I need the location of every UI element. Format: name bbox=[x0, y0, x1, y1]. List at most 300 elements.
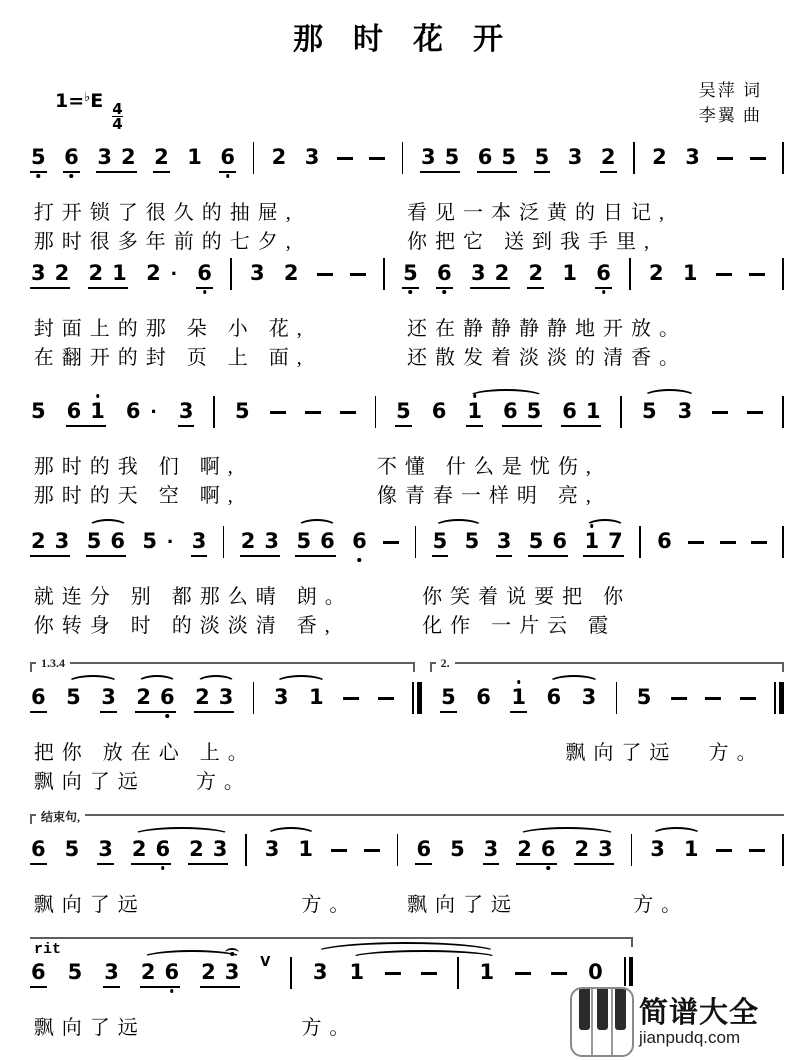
note-group bbox=[636, 686, 653, 711]
duration-dash bbox=[364, 849, 380, 852]
note: 2 bbox=[140, 960, 156, 984]
note: 3 bbox=[31, 261, 46, 285]
note: 6 bbox=[64, 146, 79, 169]
note-group bbox=[64, 838, 81, 863]
note: 1 bbox=[585, 399, 601, 423]
lyrics-row bbox=[30, 765, 784, 792]
dot-after: · bbox=[150, 399, 158, 424]
note: 3 bbox=[264, 529, 280, 553]
lyrics-segment: 那时的我 们 啊, bbox=[33, 456, 241, 478]
slur-arc bbox=[518, 827, 616, 843]
note: 3 bbox=[483, 837, 499, 861]
note: 3 bbox=[581, 685, 597, 709]
note: 6 bbox=[31, 685, 46, 709]
note: 7 bbox=[608, 529, 623, 553]
octave-dot-low bbox=[443, 290, 447, 294]
site-name: 简谱大全 bbox=[639, 996, 760, 1029]
note: 6 bbox=[477, 145, 493, 169]
note: 6 bbox=[596, 262, 611, 285]
watermark bbox=[570, 986, 794, 1058]
duration-dash bbox=[749, 273, 765, 276]
slur-arc bbox=[643, 389, 696, 405]
slur-arc bbox=[88, 519, 128, 535]
dot-after: · bbox=[170, 261, 179, 286]
duration-dash bbox=[720, 541, 736, 544]
note-group bbox=[567, 146, 584, 171]
duration-dash bbox=[716, 273, 732, 276]
note-group bbox=[656, 530, 673, 555]
note: 3 bbox=[249, 261, 265, 285]
music-line bbox=[30, 262, 784, 368]
note: 2 bbox=[240, 529, 256, 553]
note: 5 bbox=[67, 960, 83, 984]
note-group bbox=[30, 262, 70, 289]
barline bbox=[415, 526, 417, 558]
note: 5 bbox=[234, 399, 250, 423]
lyrics-row bbox=[30, 736, 784, 763]
note: 2 bbox=[154, 145, 169, 169]
lyrics-segment: 在翻开的封 页 上 面, bbox=[33, 347, 310, 369]
dot-after: · bbox=[167, 529, 175, 554]
lyrics-segment: 飘向了远 bbox=[33, 1017, 146, 1039]
octave-dot-low bbox=[203, 290, 207, 294]
note: 5 bbox=[66, 685, 81, 709]
lyrics-row bbox=[30, 225, 784, 252]
note-group bbox=[30, 686, 47, 713]
note: 6 bbox=[66, 399, 82, 423]
duration-dash bbox=[712, 411, 728, 414]
volta-bracket bbox=[30, 656, 415, 674]
barline bbox=[782, 258, 784, 290]
note-group bbox=[191, 530, 208, 557]
note: 3 bbox=[470, 261, 486, 285]
note: 2 bbox=[201, 960, 216, 984]
note: 2 bbox=[54, 261, 70, 285]
note: 5 bbox=[86, 529, 102, 553]
note: 3 bbox=[218, 685, 234, 709]
note: 2 bbox=[271, 145, 287, 169]
note-group bbox=[483, 838, 500, 865]
note: 6 bbox=[220, 146, 235, 169]
barline-thick bbox=[629, 957, 634, 989]
note: 6 bbox=[431, 399, 447, 423]
slur-arc bbox=[468, 389, 544, 405]
duration-dash bbox=[688, 541, 704, 544]
note-group bbox=[470, 262, 510, 289]
duration-dash bbox=[747, 411, 763, 414]
note-group bbox=[249, 262, 266, 287]
note-group bbox=[186, 146, 203, 171]
barline bbox=[290, 957, 292, 989]
music-line bbox=[30, 530, 784, 636]
notes-row bbox=[30, 838, 784, 882]
barline bbox=[402, 142, 404, 174]
lyrics-row bbox=[30, 312, 784, 339]
note: 6 bbox=[197, 262, 212, 285]
note-group bbox=[271, 146, 288, 171]
white-key-divider bbox=[611, 989, 613, 1055]
note: 3 bbox=[677, 399, 693, 423]
lyrics-segment: 飘向了远 bbox=[565, 742, 678, 764]
note-group bbox=[219, 146, 236, 173]
duration-dash bbox=[515, 972, 531, 975]
watermark-text bbox=[639, 998, 759, 1047]
note-group bbox=[178, 400, 195, 427]
notes-row bbox=[30, 686, 784, 730]
note: 1 bbox=[309, 685, 324, 709]
note-group bbox=[96, 146, 136, 173]
note: 5 bbox=[64, 837, 80, 861]
octave-dot-low bbox=[602, 290, 606, 294]
note: 6 bbox=[155, 838, 170, 861]
lyrics-segment: 你转身 时 的淡淡清 香, bbox=[33, 615, 338, 637]
note: 2 bbox=[136, 685, 151, 709]
music-line bbox=[30, 400, 784, 506]
note: 3 bbox=[598, 837, 613, 861]
site-url: jianpudq.com bbox=[639, 1027, 741, 1047]
octave-dot-low bbox=[170, 989, 174, 993]
duration-dash bbox=[340, 411, 356, 414]
lyrics-segment: 那时很多年前的七夕, bbox=[33, 231, 299, 253]
barline bbox=[633, 142, 635, 174]
note-group bbox=[30, 838, 47, 865]
rit-marking: rit bbox=[34, 941, 62, 958]
duration-dash bbox=[331, 849, 347, 852]
duration-dash bbox=[383, 541, 399, 544]
note: 5 bbox=[396, 399, 411, 423]
note-group bbox=[595, 262, 612, 289]
note: 5 bbox=[142, 529, 157, 553]
duration-dash bbox=[270, 411, 286, 414]
note-group bbox=[283, 262, 300, 287]
note-group bbox=[141, 530, 175, 555]
note: 6 bbox=[546, 685, 562, 709]
slur-arc bbox=[350, 950, 498, 966]
note-group bbox=[395, 400, 412, 427]
note-group bbox=[420, 146, 460, 173]
lyrics-segment: 还在静静静静地开放。 bbox=[407, 318, 687, 340]
note-group bbox=[30, 530, 70, 557]
note: 5 bbox=[501, 145, 517, 169]
barline bbox=[639, 526, 641, 558]
note: 3 bbox=[97, 145, 112, 169]
note: 6 bbox=[502, 399, 518, 423]
lyrics-row bbox=[30, 888, 784, 915]
note-group bbox=[475, 686, 492, 711]
duration-dash bbox=[671, 697, 687, 700]
barline-thin bbox=[412, 682, 414, 714]
notes-row bbox=[30, 955, 633, 1005]
final-barline bbox=[412, 682, 422, 714]
note: 3 bbox=[104, 960, 119, 984]
white-key-divider bbox=[591, 989, 593, 1055]
volta-label: 结束句, bbox=[36, 808, 85, 825]
duration-dash bbox=[385, 972, 401, 975]
octave-dot-high bbox=[96, 394, 100, 398]
octave-dot-low bbox=[161, 866, 165, 870]
volta-bracket bbox=[30, 810, 784, 826]
note: 1 bbox=[467, 400, 482, 423]
final-barline bbox=[774, 682, 784, 714]
note: 5 bbox=[444, 145, 460, 169]
volta-label: 2. bbox=[436, 656, 455, 671]
note-group bbox=[527, 262, 544, 289]
note-group bbox=[466, 400, 483, 427]
note: 5 bbox=[526, 399, 542, 423]
note: 1 bbox=[584, 530, 599, 553]
note-group bbox=[479, 961, 496, 986]
note: 2 bbox=[528, 261, 544, 285]
note: 6 bbox=[476, 685, 491, 709]
time-signature bbox=[112, 100, 123, 133]
lyrics-segment: 像青春一样明 亮, bbox=[376, 485, 599, 507]
note: 6 bbox=[125, 399, 141, 423]
note: 3 bbox=[191, 529, 207, 553]
note: 2 bbox=[195, 685, 210, 709]
note: 3 bbox=[212, 837, 228, 861]
note: 1 bbox=[511, 686, 526, 709]
note: 1 bbox=[682, 261, 698, 285]
note: 5 bbox=[403, 262, 418, 285]
lyrics-row bbox=[30, 479, 784, 506]
note-group bbox=[415, 838, 432, 865]
note: 3 bbox=[225, 961, 240, 984]
music-line bbox=[30, 810, 784, 915]
lyrics-segment: 你笑着说要把 你 bbox=[422, 586, 632, 608]
lyrics-segment: 那时的天 空 啊, bbox=[33, 485, 241, 507]
note: 3 bbox=[567, 145, 583, 169]
note: 5 bbox=[534, 145, 550, 169]
lyrics-segment: 飘向了远 bbox=[33, 894, 146, 916]
lyricist-credit: 吴萍 词 bbox=[698, 81, 762, 100]
black-key bbox=[615, 989, 626, 1030]
note-group bbox=[432, 530, 449, 557]
barline bbox=[383, 258, 385, 290]
note-group bbox=[436, 262, 453, 289]
barline-thick bbox=[417, 682, 422, 714]
note: 6 bbox=[552, 529, 568, 553]
composer-credit: 李翼 曲 bbox=[698, 106, 762, 125]
duration-dash bbox=[740, 697, 756, 700]
lyrics-row bbox=[30, 609, 784, 636]
duration-dash bbox=[716, 849, 732, 852]
note: 3 bbox=[650, 837, 665, 861]
octave-dot-high bbox=[517, 680, 521, 684]
note: 5 bbox=[31, 146, 46, 169]
slur-arc bbox=[651, 827, 702, 843]
note-group bbox=[528, 530, 568, 557]
notes-row bbox=[30, 530, 784, 574]
note-group bbox=[561, 400, 601, 427]
note: 6 bbox=[31, 837, 46, 861]
note-group bbox=[510, 686, 527, 713]
note: 2 bbox=[131, 837, 147, 861]
note: 6 bbox=[541, 838, 556, 861]
note: 6 bbox=[416, 837, 432, 861]
barline bbox=[631, 834, 633, 866]
duration-dash bbox=[343, 697, 359, 700]
duration-dash bbox=[717, 157, 733, 160]
note-group bbox=[145, 262, 179, 287]
black-key bbox=[579, 989, 590, 1030]
note: 1 bbox=[479, 960, 495, 984]
note: 3 bbox=[421, 145, 436, 169]
notes-row bbox=[30, 146, 784, 190]
note: 3 bbox=[264, 837, 280, 861]
final-barline bbox=[624, 957, 634, 989]
duration-dash bbox=[751, 541, 767, 544]
slur-arc bbox=[585, 519, 625, 535]
lyrics-row bbox=[30, 450, 784, 477]
key-signature bbox=[55, 90, 123, 131]
note-group bbox=[97, 838, 114, 865]
note-group bbox=[153, 146, 170, 173]
lyrics-segment: 还散发着淡淡的清香。 bbox=[407, 347, 687, 369]
note-group bbox=[534, 146, 551, 173]
black-key bbox=[597, 989, 608, 1030]
note: 3 bbox=[98, 837, 113, 861]
lyrics-segment: 方。 bbox=[195, 771, 252, 793]
lyrics-segment: 你把它 送到我手里, bbox=[407, 231, 657, 253]
note: 6 bbox=[657, 529, 672, 553]
note: 2 bbox=[648, 261, 664, 285]
barline bbox=[620, 396, 622, 428]
song-title: 那时花开 bbox=[293, 23, 533, 56]
meter-top: 4 bbox=[112, 100, 123, 118]
volta-label: 1.3.4 bbox=[36, 656, 70, 671]
duration-dash bbox=[378, 697, 394, 700]
duration-dash bbox=[551, 972, 567, 975]
note: 6 bbox=[164, 961, 179, 984]
note: 1 bbox=[90, 400, 105, 423]
barline bbox=[253, 682, 255, 714]
note: 2 bbox=[494, 261, 510, 285]
note: 5 bbox=[31, 399, 46, 423]
note: 5 bbox=[450, 837, 465, 861]
duration-dash bbox=[305, 411, 321, 414]
note-group bbox=[402, 262, 419, 289]
barline bbox=[782, 142, 784, 174]
note: 2 bbox=[600, 145, 616, 169]
barline bbox=[375, 396, 377, 428]
note-group bbox=[587, 961, 604, 986]
barline bbox=[245, 834, 247, 866]
bracket-row bbox=[30, 658, 784, 674]
note-group bbox=[651, 146, 668, 171]
octave-dot-low bbox=[226, 174, 230, 178]
note-group bbox=[477, 146, 517, 173]
slur-arc bbox=[67, 675, 119, 691]
barline bbox=[223, 526, 225, 558]
lyrics-segment: 飘向了远 bbox=[407, 894, 519, 916]
note: 6 bbox=[562, 399, 577, 423]
barline bbox=[782, 396, 784, 428]
note-group bbox=[240, 530, 280, 557]
barline bbox=[253, 142, 255, 174]
note: 2 bbox=[146, 261, 161, 285]
music-line bbox=[30, 658, 784, 792]
note-group bbox=[30, 146, 47, 173]
barline bbox=[782, 526, 784, 558]
note: 1 bbox=[187, 145, 202, 169]
octave-dot-low bbox=[70, 174, 74, 178]
note-group bbox=[103, 961, 120, 988]
breath-mark: V bbox=[260, 955, 271, 970]
slur-arc bbox=[434, 519, 483, 535]
duration-dash bbox=[317, 273, 333, 276]
piano-keys-icon bbox=[570, 987, 634, 1057]
note: 5 bbox=[296, 529, 312, 553]
note: 5 bbox=[441, 685, 456, 709]
note-group bbox=[304, 146, 321, 171]
notes-row bbox=[30, 262, 784, 306]
note: 3 bbox=[178, 399, 194, 423]
barline bbox=[616, 682, 618, 714]
note: 2 bbox=[88, 261, 104, 285]
note: 3 bbox=[273, 685, 289, 709]
note: 2 bbox=[652, 145, 667, 169]
note: 5 bbox=[641, 399, 657, 423]
duration-dash bbox=[750, 157, 766, 160]
note: 3 bbox=[685, 145, 700, 169]
lyrics-segment: 方。 bbox=[708, 742, 765, 764]
slur-arc bbox=[266, 827, 316, 843]
note: 5 bbox=[432, 529, 448, 553]
lyrics-segment: 就连分 别 都那么晴 朗。 bbox=[33, 586, 353, 608]
slur-arc bbox=[297, 519, 337, 535]
slur-arc bbox=[548, 675, 600, 691]
note: 2 bbox=[120, 145, 136, 169]
barline bbox=[782, 834, 784, 866]
lyrics-segment: 方。 bbox=[301, 894, 358, 916]
meter-bottom: 4 bbox=[112, 115, 123, 133]
note-group bbox=[561, 262, 578, 287]
octave-dot-low bbox=[409, 290, 413, 294]
note: 1 bbox=[683, 837, 699, 861]
note-group bbox=[63, 146, 80, 173]
note: 1 bbox=[112, 261, 127, 285]
note: 2 bbox=[283, 261, 299, 285]
barline bbox=[397, 834, 399, 866]
barline bbox=[230, 258, 232, 290]
note: 5 bbox=[528, 529, 544, 553]
lyrics-row bbox=[30, 196, 784, 223]
lyrics-segment: 封面上的那 朵 小 花, bbox=[33, 318, 310, 340]
note-group bbox=[196, 262, 213, 289]
note: 6 bbox=[110, 529, 125, 553]
note-group bbox=[125, 400, 159, 425]
note-group bbox=[600, 146, 617, 173]
note-group bbox=[449, 838, 466, 863]
slur-arc bbox=[137, 675, 177, 691]
note: 5 bbox=[464, 529, 480, 553]
volta-bracket bbox=[430, 656, 784, 674]
octave-dot-low bbox=[358, 558, 362, 562]
lyrics-segment: 把你 放在心 上。 bbox=[33, 742, 256, 764]
barline-thin bbox=[774, 682, 776, 714]
slur-arc bbox=[142, 950, 242, 966]
note-group bbox=[440, 686, 457, 713]
barline-thick bbox=[779, 682, 784, 714]
octave-dot-low bbox=[546, 866, 550, 870]
note: 5 bbox=[636, 685, 652, 709]
note: 6 bbox=[352, 530, 367, 553]
duration-dash bbox=[421, 972, 437, 975]
lyrics-segment: 方。 bbox=[633, 894, 690, 916]
note: 6 bbox=[320, 529, 335, 553]
lyrics-segment: 看见一本泛黄的日记, bbox=[407, 202, 672, 224]
note-group bbox=[30, 400, 47, 425]
